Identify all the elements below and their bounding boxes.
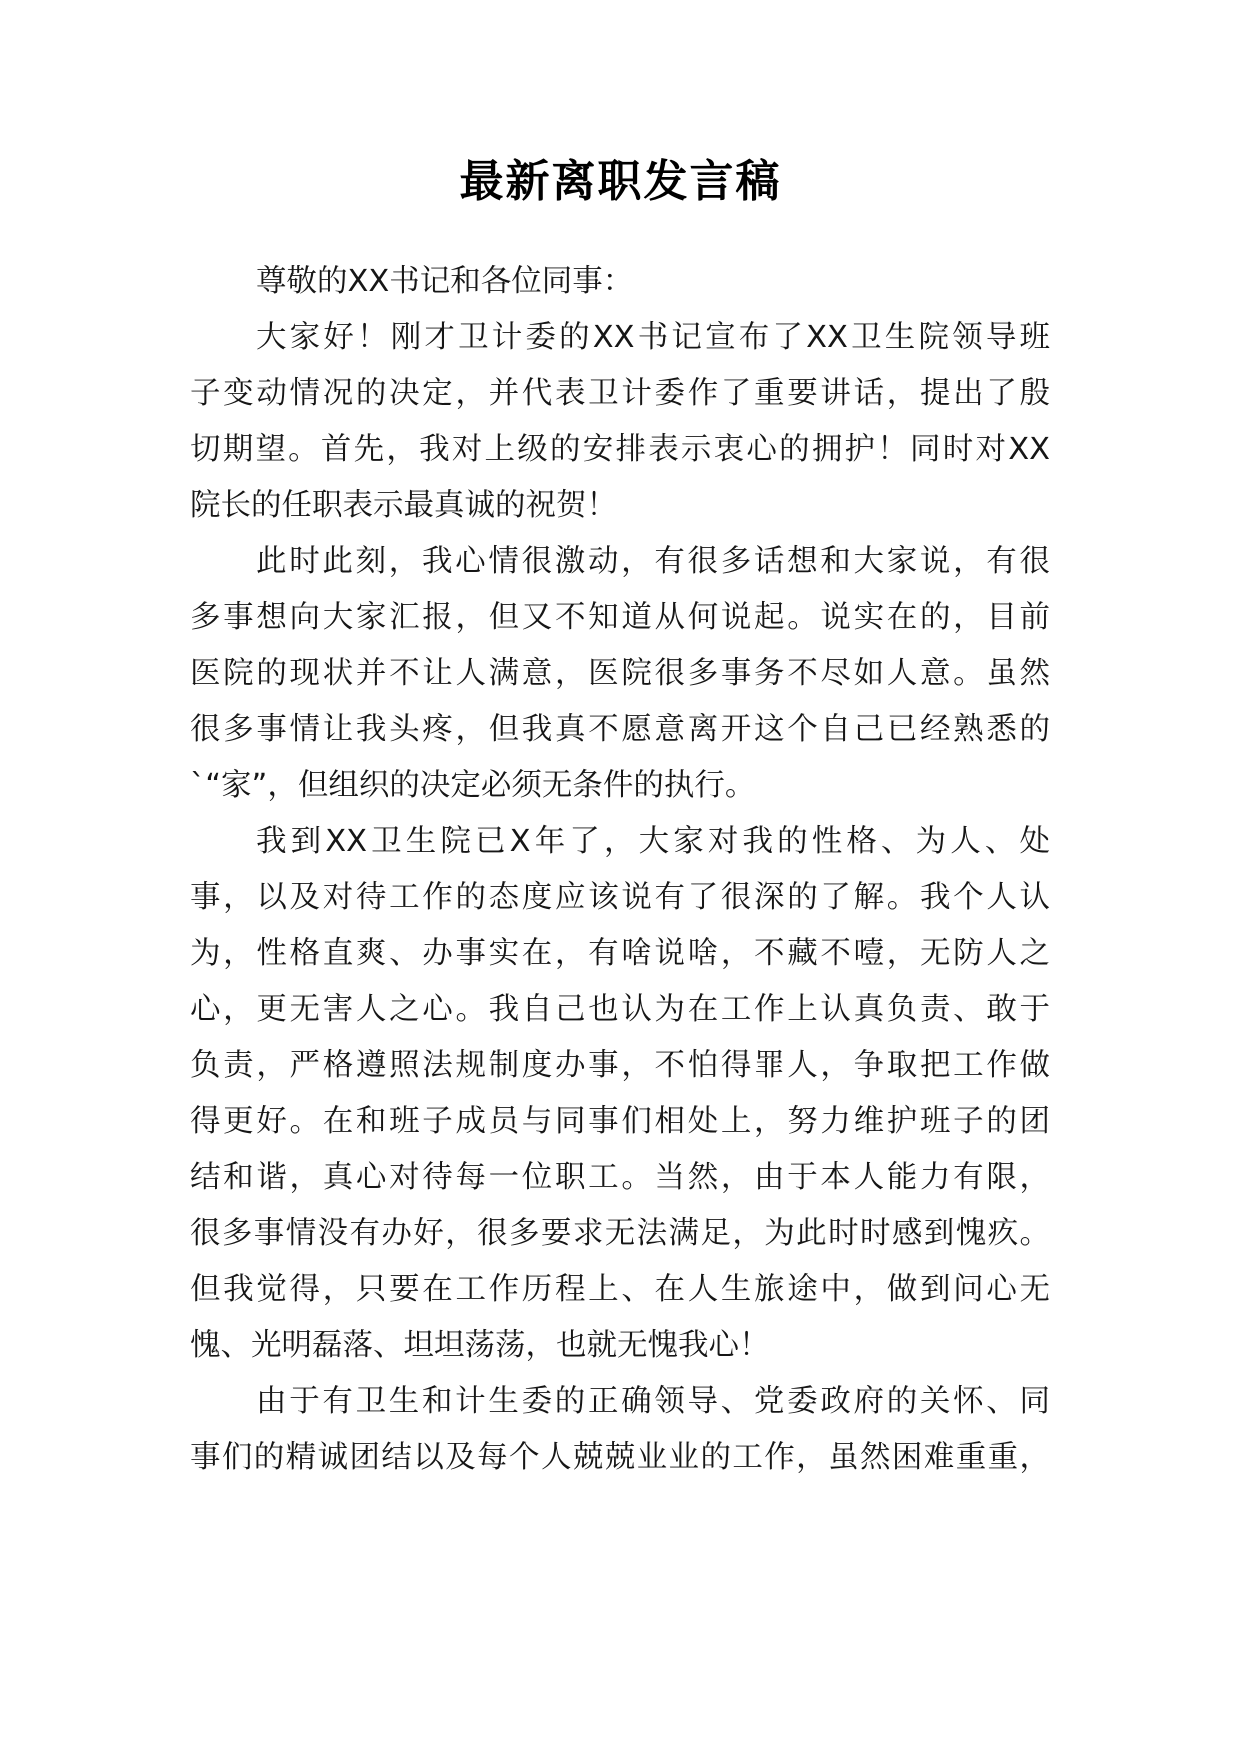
body-line: 此时此刻，我心情很激动，有很多话想和大家说，有很 <box>256 544 1050 579</box>
document-body <box>190 254 1050 1486</box>
body-line: 为，性格直爽、办事实在，有啥说啥，不藏不噎，无防人之 <box>190 936 1050 971</box>
body-line: 很多事情没有办好，很多要求无法满足，为此时时感到愧疚。 <box>190 1216 1050 1251</box>
body-line: 结和谐，真心对待每一位职工。当然，由于本人能力有限， <box>190 1160 1050 1195</box>
body-line: 院长的任职表示最真诚的祝贺！ <box>190 488 617 523</box>
body-line: 多事想向大家汇报，但又不知道从何说起。说实在的，目前 <box>190 600 1050 635</box>
body-line: 愧、光明磊落、坦坦荡荡，也就无愧我心！ <box>190 1328 770 1363</box>
body-line: 我到XX卫生院已X年了，大家对我的性格、为人、处 <box>256 824 1050 859</box>
body-line: 事，以及对待工作的态度应该说有了很深的了解。我个人认 <box>190 880 1050 915</box>
body-line: 切期望。首先，我对上级的安排表示衷心的拥护！同时对XX <box>190 432 1050 467</box>
document-title: 最新离职发言稿 <box>459 156 782 207</box>
body-line: 大家好！刚才卫计委的XX书记宣布了XX卫生院领导班 <box>256 320 1050 355</box>
body-line: 事们的精诚团结以及每个人兢兢业业的工作，虽然困难重重， <box>190 1440 1050 1475</box>
body-line: 心，更无害人之心。我自己也认为在工作上认真负责、敢于 <box>190 992 1050 1027</box>
body-line: 得更好。在和班子成员与同事们相处上，努力维护班子的团 <box>190 1104 1050 1139</box>
body-line: 负责，严格遵照法规制度办事，不怕得罪人，争取把工作做 <box>190 1048 1050 1083</box>
body-line: 医院的现状并不让人满意，医院很多事务不尽如人意。虽然 <box>190 656 1050 691</box>
body-line: `“家”，但组织的决定必须无条件的执行。 <box>190 768 756 803</box>
body-line: 子变动情况的决定，并代表卫计委作了重要讲话，提出了殷 <box>190 376 1050 411</box>
body-line: 很多事情让我头疼，但我真不愿意离开这个自己已经熟悉的 <box>190 712 1050 747</box>
body-line: 由于有卫生和计生委的正确领导、党委政府的关怀、同 <box>256 1384 1050 1419</box>
body-line: 但我觉得，只要在工作历程上、在人生旅途中，做到问心无 <box>190 1272 1050 1307</box>
body-line: 尊敬的XX书记和各位同事： <box>256 264 634 299</box>
